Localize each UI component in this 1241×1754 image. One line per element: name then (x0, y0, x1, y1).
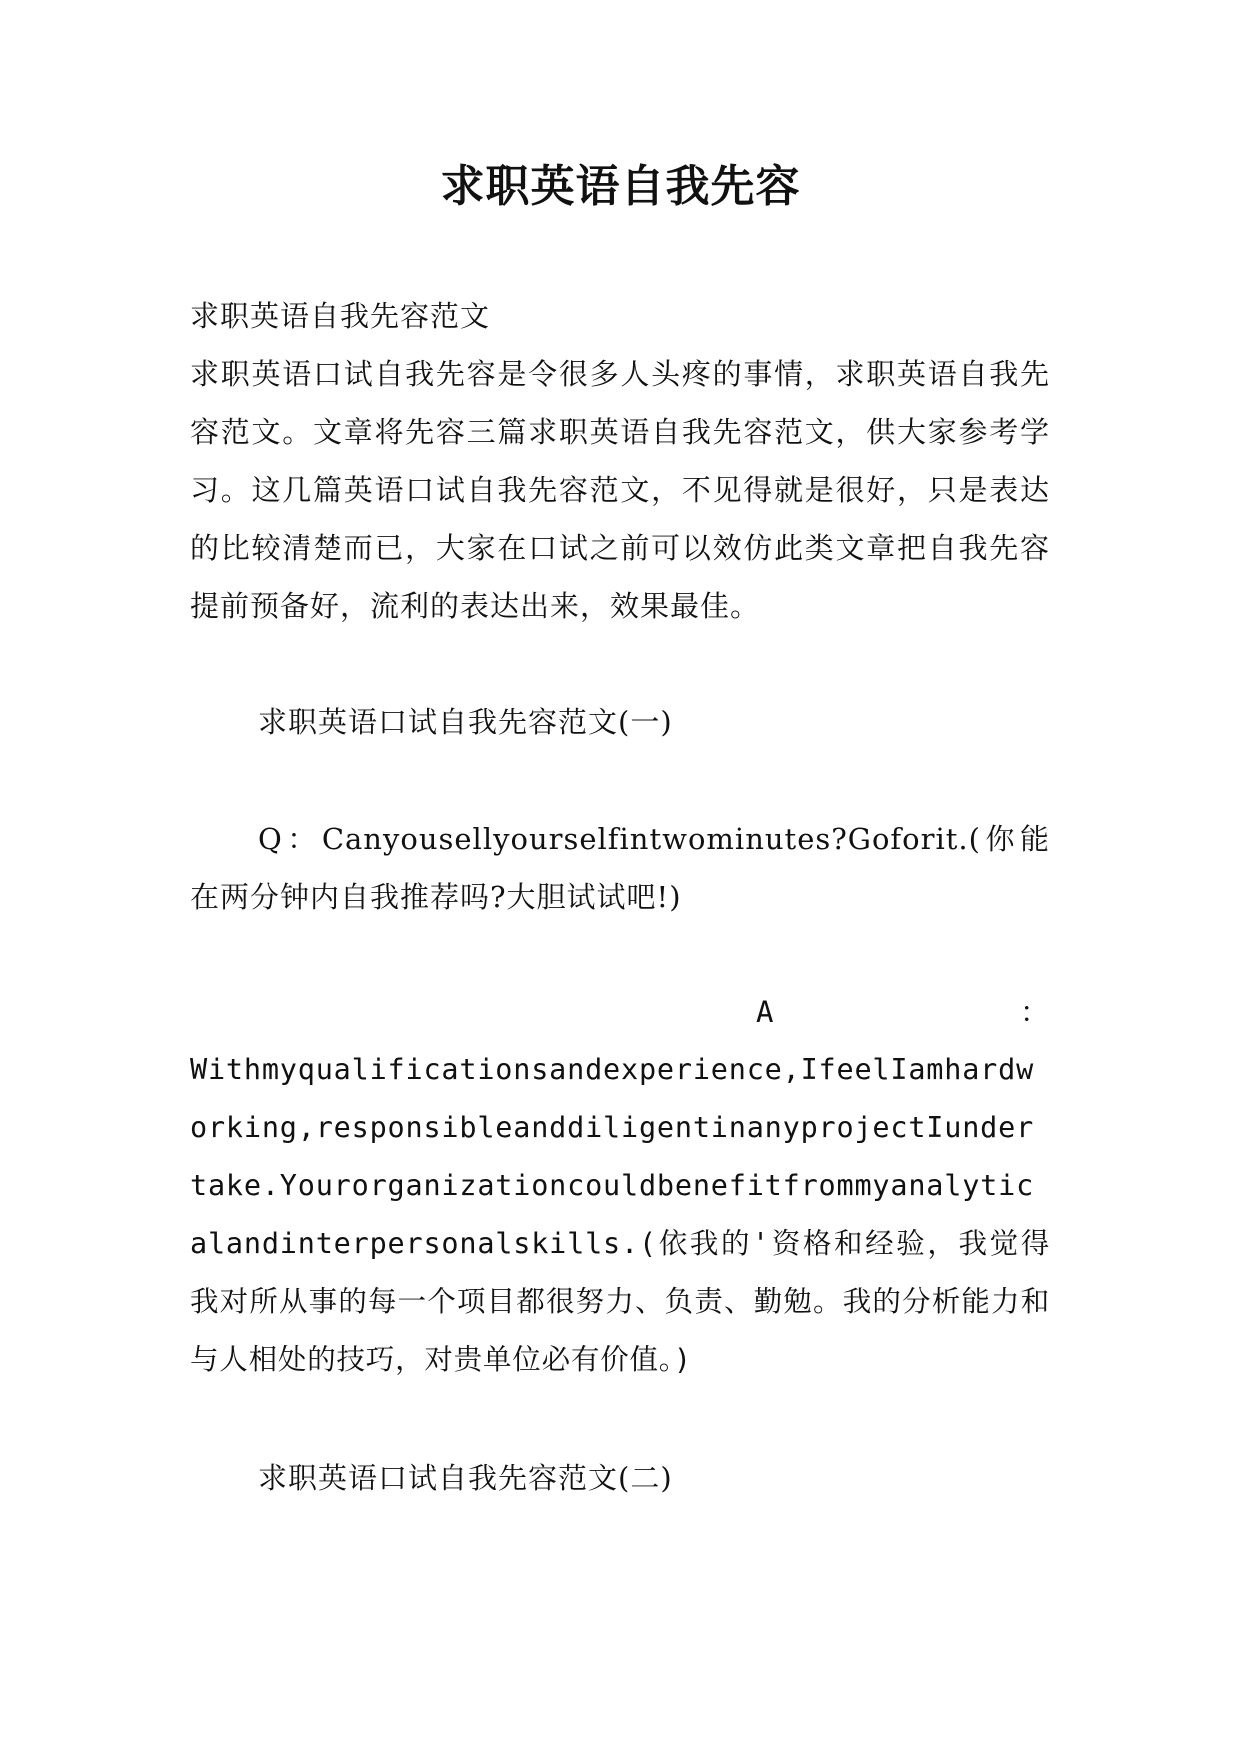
answer-label-row (190, 983, 1050, 1041)
answer-paragraph: Withmyqualificationsandexperience,IfeelIamhardworking,responsibleanddiligentinanyprojectIundertake.Yourorganizationcouldbenefitfrommyanalyticalandinterpersonalskills.(依我的'资格和经验，我觉得我对所从事的每一个项目都很努力、负责、勤勉。我的分析能力和与人相处的技巧，对贵单位必有价值。) (190, 1053, 1050, 1376)
intro-paragraph: 求职英语口试自我先容是令很多人头疼的事情，求职英语自我先容范文。文章将先容三篇求职英语自我先容范文，供大家参考学习。这几篇英语口试自我先容范文，不见得就是很好，只是表达的比较清楚而已，大家在口试之前可以效仿此类文章把自我先容提前预备好，流利的表达出来，效果最佳。 (190, 357, 1050, 623)
section-heading-1: 求职英语口试自我先容范文(一) (258, 705, 673, 739)
answer-label: A (756, 995, 774, 1029)
question-paragraph: Q：Canyousellyourselfintwominutes?Goforit.(你能在两分钟内自我推荐吗?大胆试试吧!) (190, 822, 1050, 914)
document-title: 求职英语自我先容 (440, 161, 801, 212)
section-heading-2: 求职英语口试自我先容范文(二) (258, 1461, 673, 1495)
answer-colon: ： (1020, 995, 1050, 1029)
document-subtitle: 求职英语自我先容范文 (190, 299, 491, 333)
